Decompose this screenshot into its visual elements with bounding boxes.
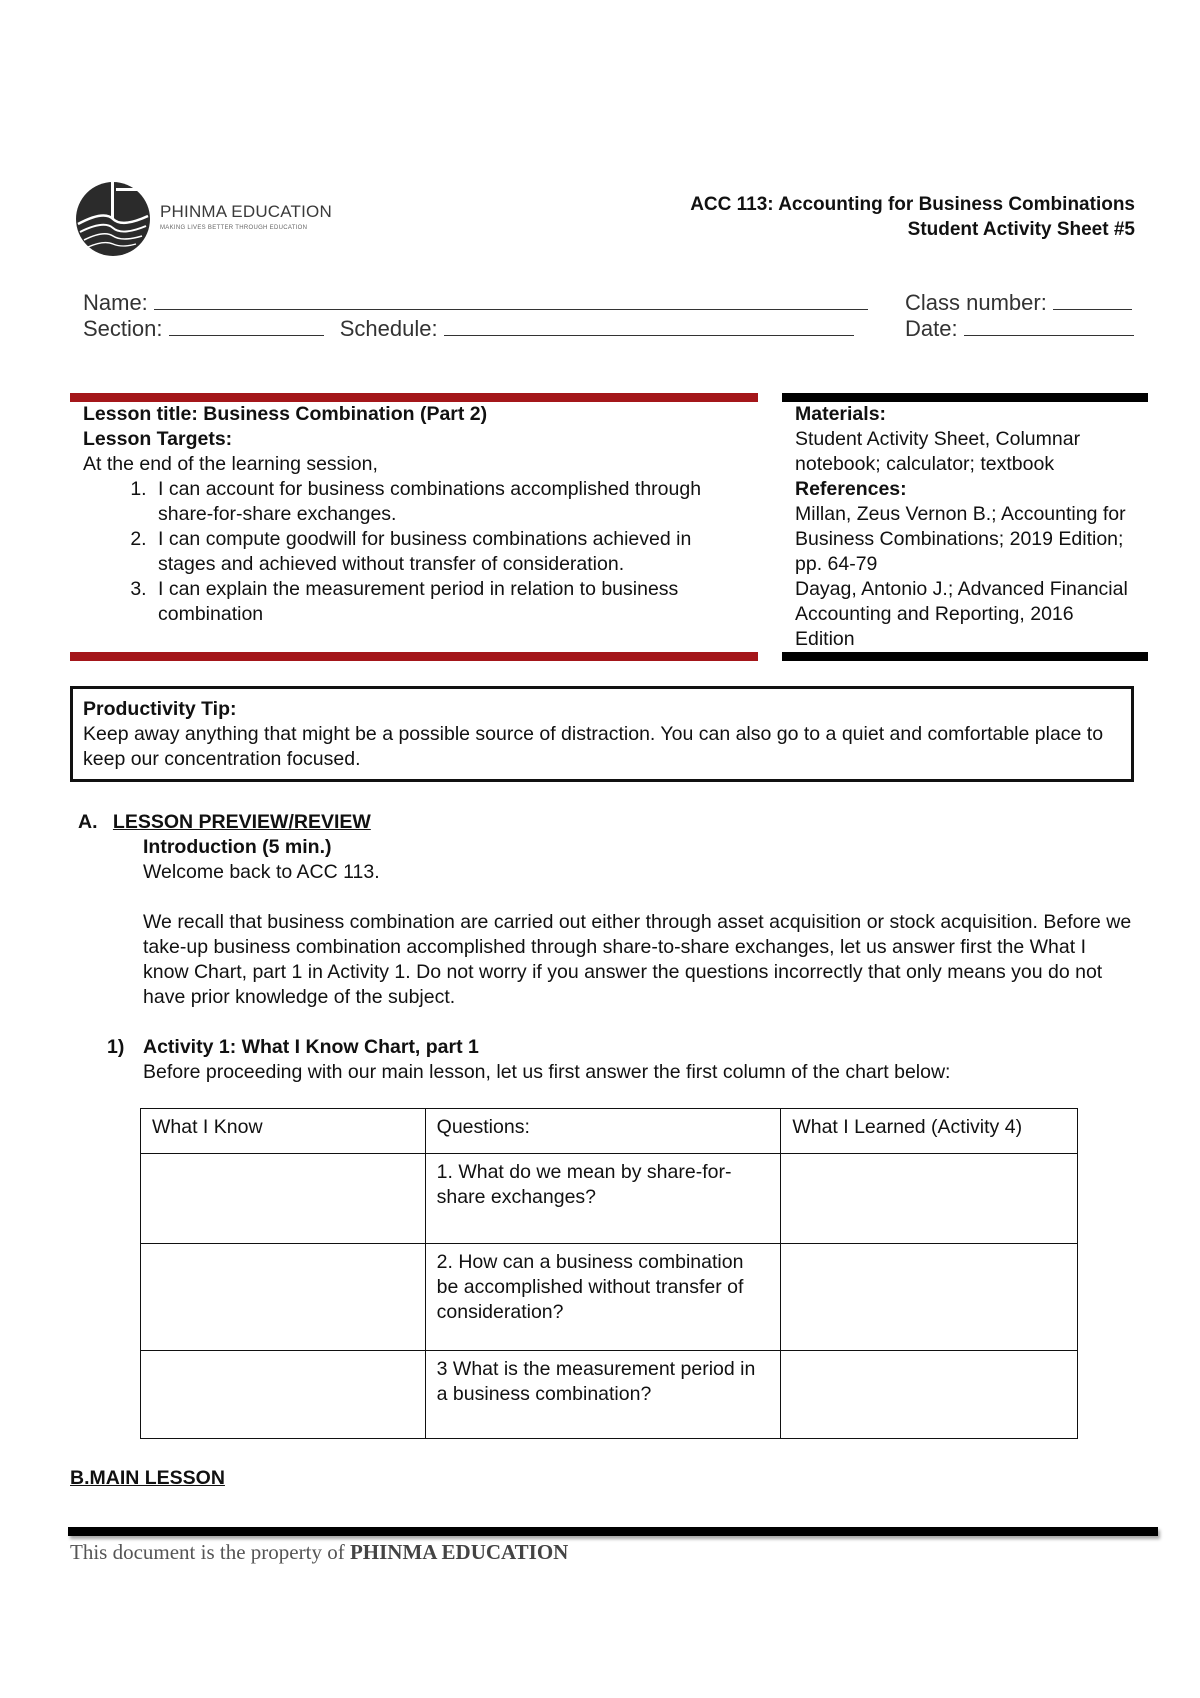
lesson-target: 2. I can compute goodwill for business combinations achieved in stages and achieved without transfer of consideration. [152,527,743,577]
lesson-intro: At the end of the learning session, [83,453,378,475]
footer-prefix: This document is the property of [70,1540,345,1564]
what-i-learned-cell[interactable] [781,1351,1078,1439]
name-field-row [83,290,868,316]
intro-paragraph: We recall that business combination are carried out either through asset acquisition or stock acquisition. Before we take-up business combination accomplished through share-to-share exchanges, let us answer first the What I know Chart, part 1 in Activity 1. Do not worry if you answer the questions incorrectly that only means you do not have prior knowledge of the subject. [143,911,1132,1008]
phinma-logo [74,180,334,258]
class-number-label: Class number: [905,290,1047,315]
section-field[interactable] [169,317,324,336]
activity-number: 1) [107,1036,125,1058]
activity-instruction: Before proceeding with our main lesson, let us first answer the first column of the chart below: [143,1061,951,1083]
document-title [690,192,1135,242]
course-title: ACC 113: Accounting for Business Combinations [690,194,1135,215]
reference-item: Dayag, Antonio J.; Advanced Financial Accounting and Reporting, 2016 Edition [795,578,1128,650]
materials-top-bar [782,393,1148,402]
column-header: Questions: [425,1109,781,1154]
what-i-learned-cell[interactable] [781,1154,1078,1244]
what-i-know-cell[interactable] [141,1244,426,1351]
footer-owner: PHINMA EDUCATION [349,1540,569,1564]
section-a-body [143,835,1133,1010]
name-label: Name: [83,290,148,315]
activity-title: Activity 1: What I Know Chart, part 1 [143,1036,479,1058]
column-header: What I Learned (Activity 4) [781,1109,1078,1154]
section-label: Section: [83,316,163,341]
sheet-title: Student Activity Sheet #5 [907,219,1135,240]
lesson-target: 1. I can account for business combinations accomplished through share-for-share exchanges. [152,477,743,527]
welcome-text: Welcome back to ACC 113. [143,861,380,883]
tip-text: Keep away anything that might be a possible source of distraction. You can also go to a quiet and comfortable place to keep our concentration focused. [83,723,1104,770]
lesson-target: 3. I can explain the measurement period in relation to business combination [152,577,743,627]
phinma-logo-icon [74,180,152,258]
tip-label: Productivity Tip: [83,698,237,720]
class-number-field-row [905,290,1132,316]
lesson-bottom-bar [70,652,758,661]
date-field[interactable] [964,317,1134,336]
schedule-label: Schedule: [339,316,438,341]
what-i-know-cell[interactable] [141,1154,426,1244]
date-label: Date: [905,316,958,341]
what-i-learned-cell[interactable] [781,1244,1078,1351]
productivity-tip-box [70,686,1134,782]
lesson-title: Lesson title: Business Combination (Part 2) [83,403,488,425]
activity-1 [143,1035,1133,1085]
introduction-label: Introduction (5 min.) [143,836,332,858]
table-row [141,1351,1078,1439]
materials-bottom-bar [782,652,1148,661]
date-field-row [905,316,1134,342]
question-cell: 3 What is the measurement period in a business combination? [425,1351,781,1439]
materials-info [795,402,1130,652]
lesson-targets-list [83,477,743,627]
materials-text: Student Activity Sheet, Columnar notebook; calculator; textbook [795,428,1081,475]
logo-tagline: MAKING LIVES BETTER THROUGH EDUCATION [160,225,308,231]
table-header-row [141,1109,1078,1154]
lesson-targets-label: Lesson Targets: [83,428,233,450]
what-i-know-cell[interactable] [141,1351,426,1439]
table-row [141,1244,1078,1351]
section-a-letter: A. [78,811,98,833]
schedule-field[interactable] [444,317,854,336]
reference-item: Millan, Zeus Vernon B.; Accounting for Business Combinations; 2019 Edition; pp. 64-79 [795,503,1126,575]
footer-text [70,1540,568,1565]
lesson-info [83,402,743,627]
references-label: References: [795,478,907,500]
materials-label: Materials: [795,403,887,425]
section-b-heading: B.MAIN LESSON [70,1467,225,1489]
section-field-row [83,316,854,342]
lesson-top-bar [70,393,758,402]
question-cell: 2. How can a business combination be accomplished without transfer of consideration? [425,1244,781,1351]
logo-wordmark: PHINMA EDUCATION [160,202,332,221]
question-cell: 1. What do we mean by share-for-share exchanges? [425,1154,781,1244]
section-a-heading [78,810,371,835]
footer-bar [68,1527,1158,1536]
class-number-field[interactable] [1053,291,1132,310]
section-a-title: LESSON PREVIEW/REVIEW [112,811,371,833]
table-row [141,1154,1078,1244]
what-i-know-chart [140,1108,1078,1439]
column-header: What I Know [141,1109,426,1154]
name-field[interactable] [154,291,868,310]
